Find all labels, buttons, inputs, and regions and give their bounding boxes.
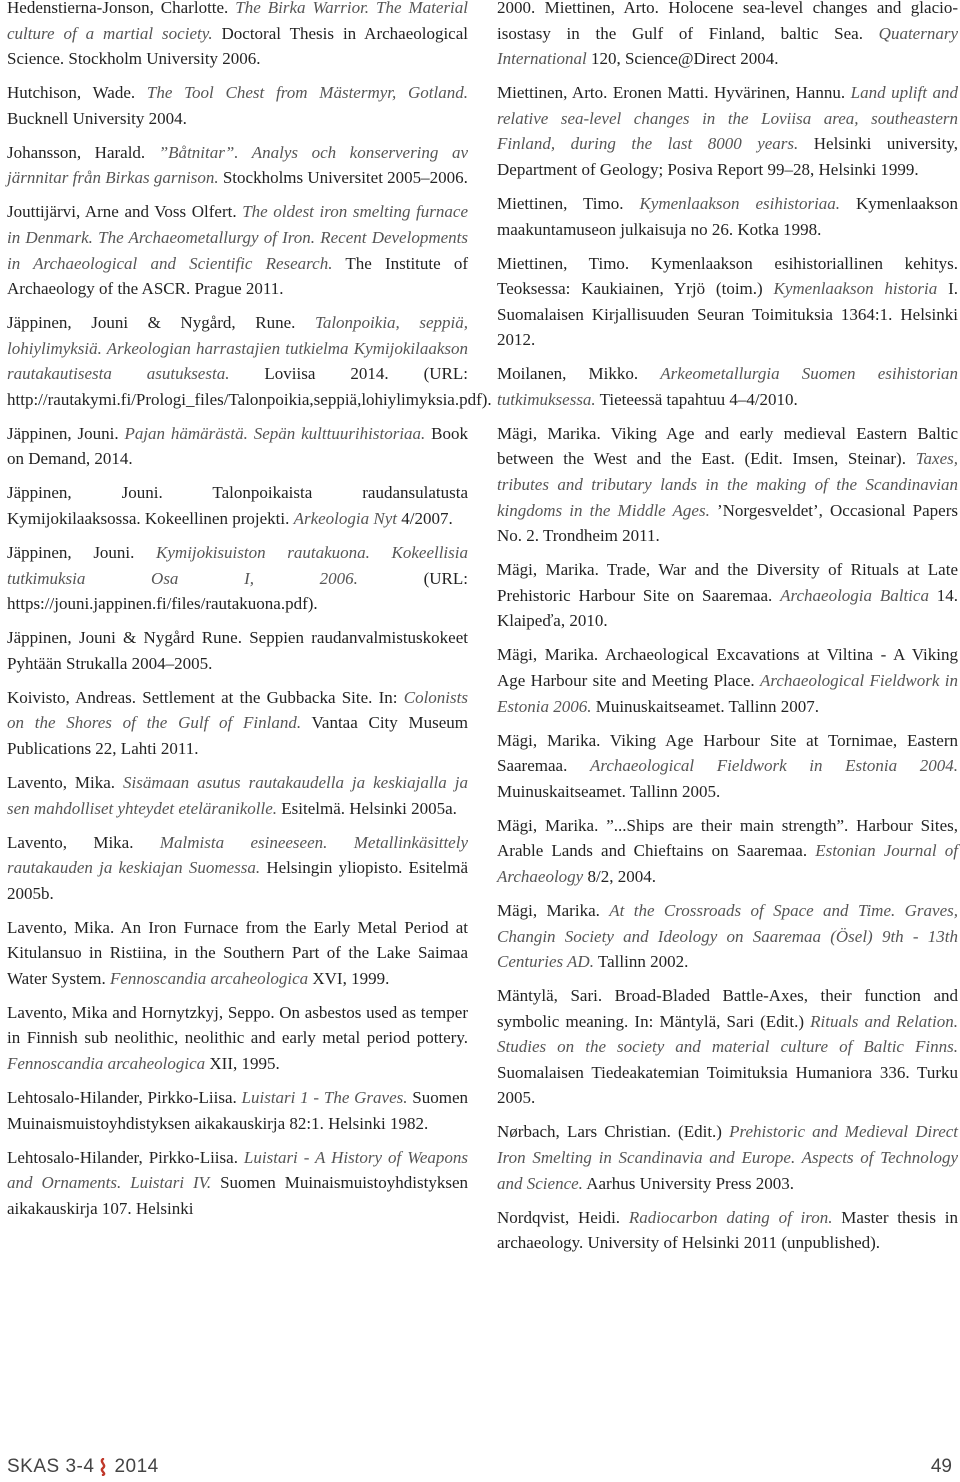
reference-entry (7, 830, 468, 907)
reference-text: Jäppinen, Jouni & Nygård, Rune. (7, 313, 315, 333)
reference-text: 4/2007. (397, 509, 453, 529)
reference-entry (497, 361, 958, 412)
reference-italic-title: Arkeometallurgia Suomen esihistorian tutkimuksessa. (497, 364, 958, 409)
reference-entry (7, 480, 468, 531)
reference-italic-title: Fennoscandia arcaheologica (109, 968, 309, 988)
reference-text: Helsingin yliopisto. Esitelmä 2005b. (7, 858, 468, 903)
reference-italic-title: Radiocarbon dating of iron. (628, 1207, 833, 1227)
reference-text: Mägi, Marika. ”...Ships are their main strength”. Harbour Sites, Arable Lands and Chieftains on Saaremaa. (497, 815, 958, 861)
reference-text: Koivisto, Andreas. Settlement at the Gubbacka Site. In: (7, 687, 404, 707)
reference-text: The Institute of Archaeology of the ASCR. Prague 2011. (7, 253, 469, 299)
reference-text: 120, Science@Direct 2004. (586, 49, 779, 69)
reference-text: Miettinen, Timo. (497, 193, 640, 213)
reference-italic-title: Archaeological Fieldwork in Estonia 2004. (589, 756, 958, 776)
reference-italic-title: Taxes, tributes and tributary lands in the making of the Scandinavian kingdoms in the Middle Ages. (497, 449, 958, 520)
reference-text: Hedenstierna-Jonson, Charlotte. (7, 0, 236, 17)
reference-entry (497, 642, 958, 719)
reference-text: Aarhus University Press 2003. (582, 1173, 794, 1193)
reference-italic-title: Arkeologia Nyt (293, 509, 397, 529)
reference-text: Lavento, Mika. An Iron Furnace from the Early Metal Period at Kitulansuo in Ristiina, in the Southern Part of the Lake Saimaa Water System. (7, 917, 468, 988)
reference-italic-title: Archaeologia Baltica (780, 585, 929, 605)
reference-text: Lehtosalo-Hilander, Pirkko-Liisa. (7, 1147, 244, 1167)
reference-text: Esitelmä. Helsinki 2005a. (277, 798, 457, 818)
reference-text: Muinuskaitseamet. Tallinn 2007. (591, 696, 819, 716)
reference-entry (7, 770, 468, 821)
reference-italic-title: Estonian Journal of Archaeology (497, 841, 958, 886)
reference-text: Tallinn 2002. (593, 952, 689, 972)
reference-text: Mägi, Marika. Archaeological Excavations at Viltina - A Viking Age Harbour site and Meeting Place. (497, 645, 958, 690)
reference-entry (497, 0, 958, 72)
reference-text: Master thesis in archaeology. University of Helsinki 2011 (unpublished). (497, 1207, 958, 1253)
reference-text: Johansson, Harald. (7, 142, 159, 162)
reference-entry (7, 199, 468, 301)
reference-italic-title: Talonpoikia, seppiä, lohiylimyksiä. Arkeologian harrastajien tutkielma Kymijokilaakson rautakautisesta asutuksesta. (7, 313, 468, 384)
reference-entry (497, 80, 958, 182)
reference-entry (7, 140, 468, 191)
right-reference-column (497, 0, 958, 1264)
reference-text: Moilanen, Mikko. (497, 364, 661, 384)
reference-entry (7, 1085, 468, 1136)
reference-italic-title: Sisämaan asutus rautakaudella ja keskiajalla ja sen mahdolliset yhteydet eteläranikolle. (7, 772, 468, 818)
left-reference-column (7, 0, 492, 1230)
reference-italic-title: Pajan hämärästä. Sepän kulttuurihistoriaa. (124, 423, 426, 443)
reference-text: Lavento, Mika. (7, 772, 124, 792)
reference-text: Mägi, Marika. (497, 900, 610, 920)
reference-italic-title: Prehistoric and Medieval Direct Iron Smelting in Scandinavia and Europe. Aspects of Technology and Science. (497, 1122, 959, 1193)
reference-text: Doctoral Thesis in Archaeological Science. Stockholm University 2006. (7, 23, 468, 69)
reference-entry (497, 251, 958, 353)
reference-italic-title: The Birka Warrior. The Material culture of a martial society. (7, 0, 468, 43)
reference-text: XVI, 1999. (308, 968, 390, 988)
reference-text: Loviisa 2014. (URL: http://rautakymi.fi/Prologi_files/Talonpoikia,seppiä,lohiylimyksia.pdf). (7, 364, 492, 409)
reference-text: I. Suomalaisen Kirjallisuuden Seuran Toimituksia 1364:1. Helsinki 2012. (497, 279, 958, 350)
reference-italic-title: At the Crossroads of Space and Time. Graves, Changin Society and Ideology on Saaremaa (Ösel) 9th - 13th Centuries AD. (497, 900, 958, 972)
reference-italic-title: Kymenlaakson esihistoriaa. (639, 193, 841, 213)
reference-entry (7, 1145, 468, 1222)
reference-text: Mägi, Marika. Viking Age Harbour Site at Tornimae, Eastern Saaremaa. (497, 730, 958, 776)
reference-entry (497, 421, 958, 549)
reference-entry (497, 557, 958, 634)
reference-text: Hutchison, Wade. (7, 83, 147, 103)
reference-entry (497, 813, 958, 890)
footer-journal (7, 1456, 159, 1478)
reference-text: Book on Demand, 2014. (7, 423, 468, 469)
reference-italic-title: The oldest iron smelting furnace in Denmark. The Archaeometallurgy of Iron. Recent Developments in Archaeological and Scientific Research. (7, 202, 468, 273)
reference-text: XII, 1995. (205, 1054, 280, 1074)
reference-text: Mägi, Marika. Trade, War and the Diversity of Rituals at Late Prehistoric Harbour Site on Saaremaa. (497, 560, 958, 605)
journal-title: SKAS 3-4 (7, 1456, 95, 1477)
reference-italic-title: Fennoscandia arcaheologica (7, 1054, 206, 1074)
reference-italic-title: Malmista esineeseen. Metallinkäsittely rautakauden ja keskiajan Suomessa. (7, 832, 468, 878)
reference-text: Jäppinen, Jouni & Nygård Rune. Seppien raudanvalmistuskokeet Pyhtään Strukalla 2004–2005. (7, 628, 468, 673)
reference-text: Bucknell University 2004. (7, 108, 187, 128)
reference-text: 14. Klaipeďa, 2010. (497, 585, 959, 631)
reference-entry (7, 80, 468, 131)
reference-text: Kymenlaakson maakuntamuseon julkaisuja no 26. Kotka 1998. (497, 193, 958, 239)
reference-entry (7, 685, 468, 762)
reference-text: Suomalaisen Tiedeakatemian Toimituksia Humaniora 336. Turku 2005. (497, 1062, 958, 1108)
reference-text: 8/2, 2004. (583, 866, 656, 886)
reference-entry (497, 1205, 958, 1256)
reference-text: Lehtosalo-Hilander, Pirkko-Liisa. (7, 1088, 242, 1108)
reference-entry (497, 728, 958, 805)
reference-italic-title: Colonists on the Shores of the Gulf of Finland. (7, 687, 468, 733)
reference-text: Jäppinen, Jouni. Talonpoikaista raudansulatusta Kymijokilaaksossa. Kokeellinen projekti. (7, 483, 468, 529)
reference-text: Nørbach, Lars Christian. (Edit.) (497, 1122, 730, 1142)
reference-text: Mäntylä, Sari. Broad-Bladed Battle-Axes, their function and symbolic meaning. In: Mäntylä, Sari (Edit.) (497, 986, 958, 1031)
reference-entry (497, 898, 958, 975)
reference-entry (7, 0, 468, 72)
reference-text: Jäppinen, Jouni. (7, 543, 157, 563)
reference-entry (7, 915, 468, 992)
reference-text: 2000. Miettinen, Arto. Holocene sea-level changes and glacio-isostasy in the Gulf of Finland, baltic Sea. (497, 0, 958, 43)
reference-entry (7, 1000, 468, 1077)
reference-italic-title: Land uplift and relative sea-level changes in the Loviisa area, southeastern Finland, during the last 8000 years. (497, 83, 958, 154)
reference-text: (URL: https://jouni.jappinen.fi/files/rautakuona.pdf). (7, 568, 468, 614)
reference-entry (7, 421, 468, 472)
reference-text: Vantaa City Museum Publications 22, Lahti 2011. (7, 713, 469, 758)
reference-text: Miettinen, Timo. Kymenlaakson esihistoriallinen kehitys. Teoksessa: Kaukiainen, Yrjö (toim.) (497, 253, 958, 299)
reference-entry (497, 983, 958, 1111)
reference-text: Nordqvist, Heidi. (497, 1207, 629, 1227)
reference-italic-title: ”Båtnitar”. Analys och konservering av järnnitar från Birkas garnison. (7, 142, 468, 188)
reference-text: ’Norgesveldet’, Occasional Papers No. 2. Trondheim 2011. (497, 500, 958, 546)
reference-text: Lavento, Mika and Hornytzkyj, Seppo. On asbestos used as temper in Finnish sub neolithic, neolithic and early metal period pottery. (7, 1002, 468, 1048)
reference-italic-title: Quaternary International (497, 23, 958, 69)
reference-text: Lavento, Mika. (7, 832, 160, 852)
reference-text: Miettinen, Arto. Eronen Matti. Hyvärinen, Hannu. (497, 83, 851, 103)
reference-entry (497, 191, 958, 242)
reference-text: Jäppinen, Jouni. (7, 423, 125, 443)
reference-entry (7, 310, 492, 412)
reference-italic-title: The Tool Chest from Mästermyr, Gotland. (146, 83, 468, 103)
reference-italic-title: Luistari 1 - The Graves. (241, 1088, 408, 1108)
reference-text: Stockholms Universitet 2005–2006. (218, 168, 468, 188)
journal-logo-icon (97, 1458, 109, 1476)
reference-text: Helsinki university, Department of Geology; Posiva Report 99–28, Helsinki 1999. (497, 134, 959, 179)
reference-italic-title: Archaeological Fieldwork in Estonia 2006. (497, 670, 958, 716)
reference-italic-title: Luistari - A History of Weapons and Ornaments. Luistari IV. (7, 1147, 469, 1193)
reference-text: Mägi, Marika. Viking Age and early medieval Eastern Baltic between the West and the East. (Edit. Imsen, Steinar). (497, 423, 958, 469)
reference-entry (7, 625, 468, 676)
journal-year: 2014 (114, 1456, 159, 1477)
reference-italic-title: Kymenlaakson historia (773, 279, 938, 299)
page-number: 49 (930, 1456, 952, 1477)
reference-italic-title: Rituals and Relation. Studies on the society and material culture of Baltic Finns. (497, 1011, 958, 1057)
reference-text: Tieteessä tapahtuu 4–4/2010. (595, 389, 798, 409)
reference-entry (497, 1119, 958, 1196)
reference-text: Muinuskaitseamet. Tallinn 2005. (497, 781, 721, 801)
reference-text: Suomen Muinaismuistoyhdistyksen aikakauskirja 82:1. Helsinki 1982. (7, 1088, 468, 1133)
reference-text: Jouttijärvi, Arne and Voss Olfert. (7, 202, 243, 222)
reference-italic-title: Kymijokisuiston rautakuona. Kokeellisia tutkimuksia Osa I, 2006. (7, 543, 468, 588)
reference-text: Suomen Muinaismuistoyhdistyksen aikakauskirja 107. Helsinki (7, 1173, 468, 1218)
reference-entry (7, 540, 468, 617)
